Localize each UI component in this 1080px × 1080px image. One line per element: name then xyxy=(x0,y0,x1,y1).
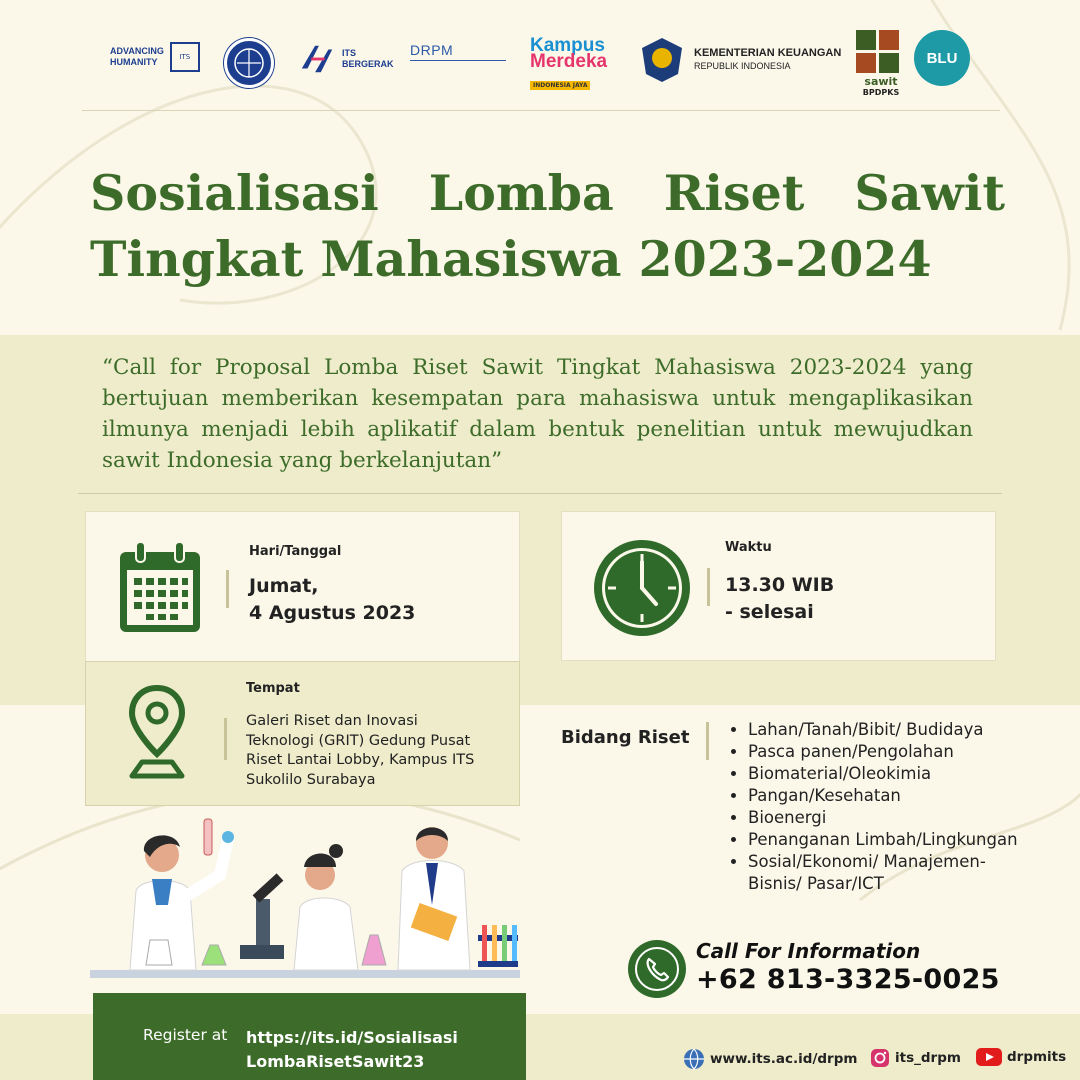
list-item: • Pangan/Kesehatan xyxy=(748,785,1038,807)
its-bergerak-logo: ITS BERGERAK xyxy=(298,40,394,78)
page-title xyxy=(90,160,1005,292)
place-divider xyxy=(224,718,227,760)
title-line-2: Tingkat Mahasiswa 2023-2024 xyxy=(90,230,932,288)
place-value: Galeri Riset dan Inovasi Teknologi (GRIT) Gedung Pusat Riset Lantai Lobby, Kampus ITS Sukolilo Surabaya xyxy=(246,713,475,788)
research-divider xyxy=(706,722,709,760)
phone-number[interactable]: +62 813-3325-0025 xyxy=(696,964,1000,995)
title-word: Riset xyxy=(663,164,805,222)
blu-logo: BLU xyxy=(914,30,970,86)
date-divider xyxy=(226,570,229,608)
location-pin-icon xyxy=(128,684,186,780)
title-word: Sosialisasi xyxy=(90,164,379,222)
partner-logos xyxy=(100,30,980,100)
instagram-link[interactable]: its_drpm xyxy=(870,1048,961,1068)
list-item: • Penanganan Limbah/Lingkungan xyxy=(748,829,1038,851)
place-label: Tempat xyxy=(246,681,300,696)
globe-icon xyxy=(683,1048,705,1070)
list-item: • Biomaterial/Oleokimia xyxy=(748,763,1038,785)
kemenkeu-logo: KEMENTERIAN KEUANGAN REPUBLIK INDONESIA xyxy=(638,36,841,84)
clock-icon xyxy=(592,538,692,638)
its-advancing-humanity-logo: ADVANCING HUMANITY ITS xyxy=(110,42,200,72)
youtube-link[interactable]: drpmits xyxy=(976,1048,1066,1066)
date-value: Jumat, 4 Agustus 2023 xyxy=(249,575,416,624)
time-divider xyxy=(707,568,710,606)
scientists-illustration xyxy=(80,815,540,985)
date-card xyxy=(85,511,520,662)
time-card xyxy=(561,511,996,661)
quote-divider xyxy=(78,493,1002,494)
register-label: Register at xyxy=(143,1026,228,1044)
sawit-bpdpks-logo: sawit BPDPKS xyxy=(856,30,906,97)
drpm-logo: DRPM xyxy=(410,42,510,73)
list-item: • Sosial/Ekonomi/ Manajemen-Bisnis/ Pasar/ICT xyxy=(748,851,1038,895)
register-link[interactable]: https://its.id/Sosialisasi LombaRisetSawit23 xyxy=(246,1028,458,1071)
description-quote: “Call for Proposal Lomba Riset Sawit Tingkat Mahasiswa 2023-2024 yang bertujuan memberikan kesempatan para mahasiswa untuk mengaplikasikan ilmunya menjadi lebih aplikatif dalam bentuk penelitian untuk mewujudkan sawit Indonesia yang berkelanjutan” xyxy=(102,355,973,473)
title-word: Sawit xyxy=(854,164,1005,222)
phone-icon xyxy=(628,940,686,998)
place-card xyxy=(85,661,520,806)
time-value: 13.30 WIB - selesai xyxy=(725,574,835,623)
call-label: Call For Information xyxy=(696,939,921,963)
instagram-icon xyxy=(870,1048,890,1068)
research-field-label: Bidang Riset xyxy=(561,727,690,748)
list-item: • Pasca panen/Pengolahan xyxy=(748,741,1038,763)
title-word: Lomba xyxy=(428,164,614,222)
research-field-list xyxy=(728,719,1038,895)
header-divider xyxy=(82,110,1000,111)
date-label: Hari/Tanggal xyxy=(249,544,342,559)
its-globe-logo xyxy=(224,38,274,88)
youtube-icon xyxy=(976,1048,1002,1066)
register-box xyxy=(93,993,526,1080)
list-item: • Bioenergi xyxy=(748,807,1038,829)
website-link[interactable]: www.its.ac.id/drpm xyxy=(683,1048,857,1070)
kampus-merdeka-logo: Kampus Merdeka INDONESIA JAYA xyxy=(530,35,608,89)
time-label: Waktu xyxy=(725,540,772,555)
calendar-icon xyxy=(118,540,202,634)
list-item: • Lahan/Tanah/Bibit/ Budidaya xyxy=(748,719,1038,741)
